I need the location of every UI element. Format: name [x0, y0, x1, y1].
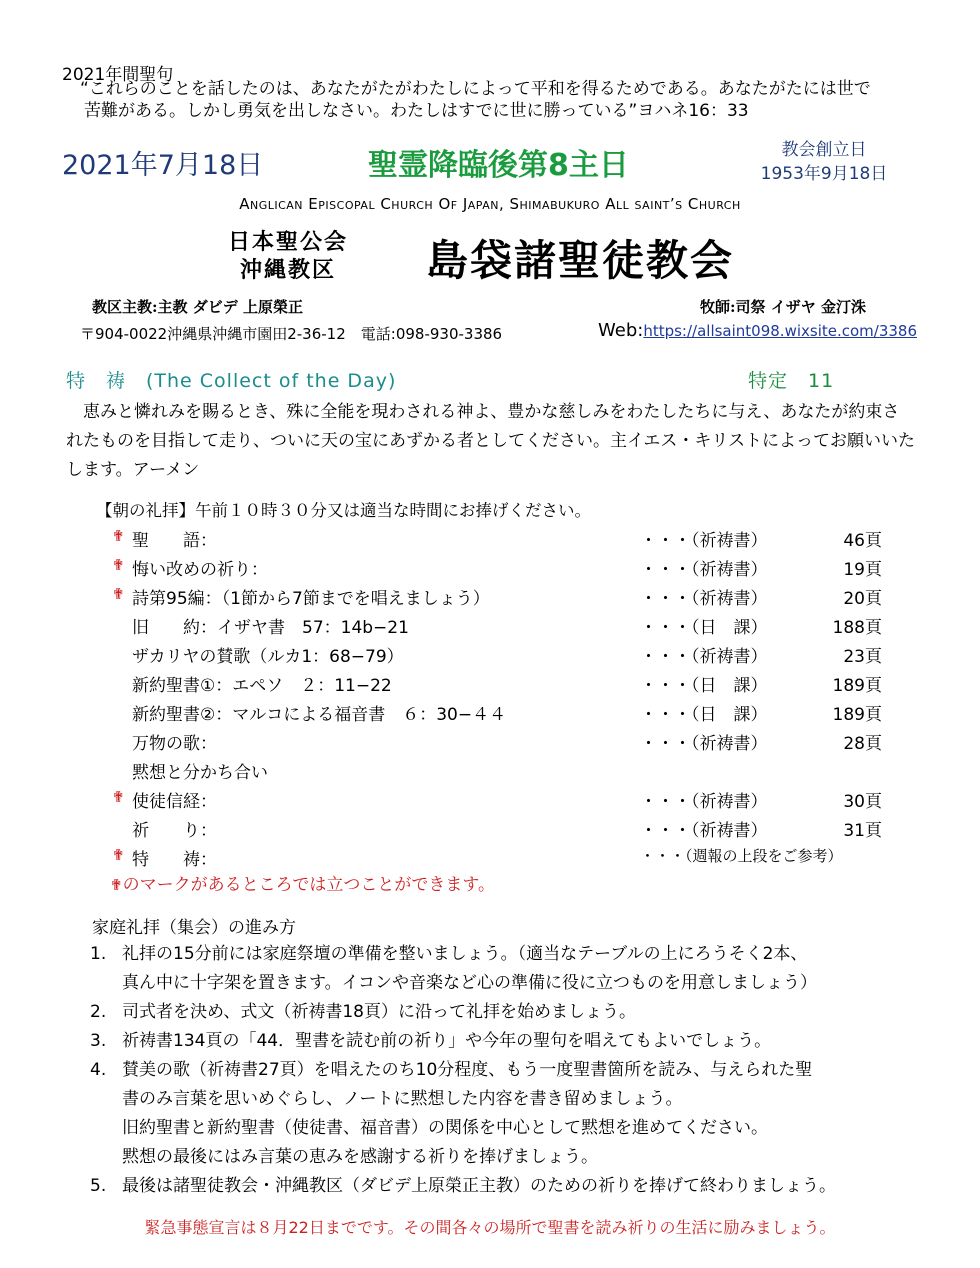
worship-item-page: 189頁: [832, 676, 882, 696]
worship-item-label: 特 祷：: [132, 850, 217, 870]
home-step-number: 5.: [90, 1176, 107, 1196]
home-step-text: 祈祷書134頁の「44．聖書を読む前の祈り」や今年の聖句を唱えてもよいでしょう。: [122, 1031, 772, 1051]
worship-item-page: 20頁: [843, 589, 882, 609]
stand-cross-icon: ✟: [112, 527, 125, 545]
founding-date: [744, 138, 904, 186]
worship-item-label: 旧 約：イザヤ書 57：14b−21: [132, 618, 409, 638]
worship-item-page: 30頁: [843, 792, 882, 812]
worship-item-source: ・・・（祈祷書）: [640, 821, 768, 841]
founded-date: 1953年9月18日: [760, 164, 888, 184]
church-address: 〒904-0022沖縄県沖縄市園田2-36-12 電話:098-930-3386: [80, 325, 503, 343]
worship-item-page: 189頁: [832, 705, 882, 725]
worship-item-source: ・・・（日 課）: [640, 676, 768, 696]
home-step-text: 書のみ言葉を思いめぐらし、ノートに黙想した内容を書き留めましょう。: [122, 1089, 683, 1109]
worship-item-source: ・・・（祈祷書）: [640, 589, 768, 609]
worship-item-page: 28頁: [843, 734, 882, 754]
worship-item-source: ・・・（日 課）: [640, 705, 768, 725]
stand-note: [110, 870, 495, 895]
home-step-number: 4.: [90, 1060, 107, 1080]
emergency-notice: 緊急事態宣言は８月22日までです。その間各々の場所で聖書を読み祈りの生活に励みましょう。: [144, 1218, 836, 1237]
worship-item-page: 188頁: [832, 618, 882, 638]
home-step-text: 司式者を決め、式文（祈祷書18頁）に沿って礼拝を始めましょう。: [122, 1002, 636, 1022]
stand-cross-icon: ✟: [112, 846, 125, 864]
home-step-number: 2.: [90, 1002, 107, 1022]
stand-note-text: のマークがあるところでは立つことができます。: [122, 875, 496, 895]
founded-label: 教会創立日: [781, 140, 867, 160]
diocese-line2: 沖縄教区: [240, 257, 337, 283]
home-step-number: 1.: [90, 944, 107, 964]
bishop-info: 教区主教:主教 ダビデ 上原榮正: [92, 298, 303, 316]
home-step-text: 礼拝の15分前には家庭祭壇の準備を整いましょう。（適当なテーブルの上にろうそく2本、: [122, 944, 808, 964]
worship-item-page: 31頁: [843, 821, 882, 841]
worship-item-label: 黙想と分かち合い: [132, 763, 268, 783]
worship-item-source: ・・・（週報の上段をご参考）: [640, 847, 843, 865]
diocese-name: [228, 228, 348, 284]
stand-cross-icon: ✟: [112, 556, 125, 574]
year-verse-line2: 苦難がある。しかし勇気を出しなさい。わたしはすでに世に勝っている”ヨハネ16：33: [84, 101, 749, 121]
stand-cross-icon: ✟: [112, 585, 125, 603]
priest-info: 牧師:司祭 イザヤ 金汀洙: [700, 298, 866, 316]
service-date: 2021年7月18日: [62, 150, 264, 181]
year-verse-line1: “これらのことを話したのは、あなたがたがわたしによって平和を得るためである。あなたがたには世で: [80, 79, 871, 99]
collect-title: 特 祷 (The Collect of the Day): [66, 370, 397, 392]
worship-item-label: 祈 り：: [132, 821, 217, 841]
home-step-text: 真ん中に十字架を置きます。イコンや音楽など心の準備に役に立つものを用意しましょう）: [122, 973, 817, 993]
morning-worship-heading: 【朝の礼拝】午前１０時３０分又は適当な時間にお捧げください。: [96, 501, 591, 520]
year-verse: [80, 78, 871, 122]
church-name: 島袋諸聖徒教会: [426, 236, 735, 285]
worship-item-label: 万物の歌：: [132, 734, 217, 754]
worship-item-source: ・・・（祈祷書）: [640, 531, 768, 551]
english-church-name: Anglican Episcopal Church Of Japan, Shimabukuro All saint’s Church: [239, 195, 741, 213]
worship-item-page: 19頁: [843, 560, 882, 580]
worship-item-page: 23頁: [843, 647, 882, 667]
home-step-text: 旧約聖書と新約聖書（使徒書、福音書）の関係を中心として黙想を進めてください。: [122, 1118, 768, 1138]
web-info: [598, 320, 917, 341]
worship-item-label: 詩第95編：（1節から7節までを唱えましょう）: [132, 589, 490, 609]
web-label: Web:: [598, 320, 644, 341]
worship-item-label: 聖 語：: [132, 531, 217, 551]
worship-item-source: ・・・（日 課）: [640, 618, 768, 638]
home-step-text: 賛美の歌（祈祷書27頁）を唱えたのち10分程度、もう一度聖書箇所を読み、与えられた聖: [122, 1060, 813, 1080]
home-step-text: 黙想の最後にはみ言葉の恵みを感謝する祈りを捧げましょう。: [122, 1147, 598, 1167]
worship-item-source: ・・・（祈祷書）: [640, 792, 768, 812]
home-worship-title: 家庭礼拝（集会）の進み方: [92, 918, 296, 938]
stand-cross-icon: ✟: [112, 788, 125, 806]
home-step-number: 3.: [90, 1031, 107, 1051]
worship-item-source: ・・・（祈祷書）: [640, 647, 768, 667]
worship-item-label: 使徒信経：: [132, 792, 217, 812]
year-verse-label: 2021年間聖句: [62, 65, 174, 85]
worship-item-label: 悔い改めの祈り：: [132, 560, 268, 580]
worship-item-source: ・・・（祈祷書）: [640, 560, 768, 580]
diocese-line1: 日本聖公会: [228, 229, 349, 255]
cross-icon: ✟: [110, 876, 123, 894]
collect-text: 恵みと憐れみを賜るとき、殊に全能を現わされる神よ、豊かな慈しみをわたしたちに与え、あなたが約束されたものを目指して走り、ついに天の宝にあずかる者としてください。主イエス・キリストによってお願いいたします。アーメン: [66, 402, 915, 480]
home-step-text: 最後は諸聖徒教会・沖縄教区（ダビデ上原榮正主教）のための祈りを捧げて終わりましょう。: [122, 1176, 836, 1196]
worship-item-page: 46頁: [843, 531, 882, 551]
website-link[interactable]: https://allsaint098.wixsite.com/3386: [643, 322, 918, 340]
worship-item-label: ザカリヤの賛歌（ルカ1：68−79）: [132, 647, 404, 667]
collect-reference: 特定 11: [748, 370, 835, 392]
liturgical-day: 聖霊降臨後第8主日: [368, 148, 629, 183]
worship-item-label: 新約聖書①：エペソ ２：11−22: [132, 676, 392, 696]
worship-item-source: ・・・（祈祷書）: [640, 734, 768, 754]
worship-item-label: 新約聖書②：マルコによる福音書 ６：30−４４: [132, 705, 507, 725]
